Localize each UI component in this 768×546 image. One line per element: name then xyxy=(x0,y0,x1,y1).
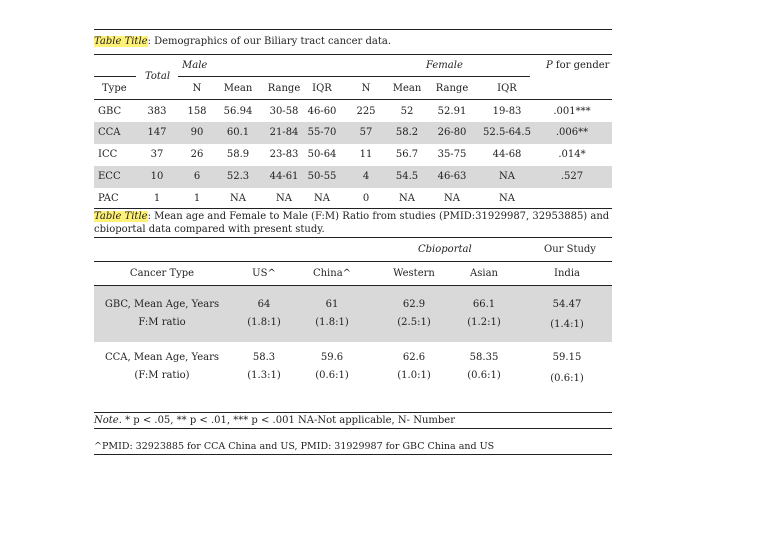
row-female-mean: 54.5 xyxy=(395,171,419,182)
note-text: . * p < .05, ** p < .01, *** p < .001 NA-Not applicable, N- Number xyxy=(118,415,455,426)
table2-title-line2: cbioportal data compared with present study. xyxy=(94,224,325,235)
row2-asian-ratio: (1.2:1) xyxy=(467,317,501,328)
col2-asian: Asian xyxy=(470,268,498,279)
type-underline xyxy=(94,76,136,77)
row-male-mean: NA xyxy=(230,193,246,204)
row2-asian: 58.35 xyxy=(469,352,499,363)
cbioportal-group-header: Cbioportal xyxy=(418,244,472,255)
row2-type-line1: CCA, Mean Age, Years xyxy=(104,352,220,363)
row-female-iqr: NA xyxy=(499,193,515,204)
p-rest: for gender xyxy=(552,60,610,71)
row-male-n: 158 xyxy=(187,106,207,117)
row-male-n: 90 xyxy=(190,127,204,138)
row-female-n: 225 xyxy=(356,106,376,117)
row-band-gbc xyxy=(94,286,612,342)
row2-us: 64 xyxy=(257,299,271,310)
table1-title-label: Table Title xyxy=(94,36,148,47)
row-male-iqr: 55-70 xyxy=(307,127,337,138)
p-for-gender-header xyxy=(546,60,609,71)
table2-top-rule xyxy=(94,237,612,238)
row-p-value: .014* xyxy=(558,149,586,160)
col-male-iqr: IQR xyxy=(312,83,332,94)
row-male-n: 6 xyxy=(193,171,201,182)
row-female-n: 11 xyxy=(359,149,373,160)
row-type: PAC xyxy=(98,193,119,204)
row2-india-ratio: (1.4:1) xyxy=(550,319,584,330)
col-female-n: N xyxy=(361,83,371,94)
row2-china-ratio: (0.6:1) xyxy=(315,370,349,381)
row-female-mean: 52 xyxy=(400,106,414,117)
row-type: CCA xyxy=(98,127,121,138)
row-type: GBC xyxy=(98,106,122,117)
table1-title-text: : Demographics of our Biliary tract cancer data. xyxy=(147,36,392,47)
col2-india: India xyxy=(554,268,580,279)
row-male-range: NA xyxy=(276,193,292,204)
row-female-iqr: NA xyxy=(499,171,515,182)
row-female-range: 52.91 xyxy=(437,106,467,117)
col-male-range: Range xyxy=(267,83,301,94)
col-female-iqr: IQR xyxy=(497,83,517,94)
row-male-iqr: NA xyxy=(314,193,330,204)
table1-bottom-rule xyxy=(94,208,612,209)
row-total: 10 xyxy=(150,171,164,182)
total-header: Total xyxy=(145,71,171,82)
table2-title-label: Table Title xyxy=(94,211,148,222)
row-female-n: 4 xyxy=(362,171,370,182)
row-male-iqr: 50-55 xyxy=(307,171,337,182)
col2-western: Western xyxy=(393,268,435,279)
table1-top-rule xyxy=(94,29,612,30)
row-female-mean: NA xyxy=(399,193,415,204)
female-group-header: Female xyxy=(426,60,463,71)
row-male-mean: 52.3 xyxy=(226,171,250,182)
row-female-mean: 58.2 xyxy=(395,127,419,138)
row-total: 147 xyxy=(147,127,167,138)
col-type: Type xyxy=(102,83,127,94)
row-female-range: 35-75 xyxy=(437,149,467,160)
p-italic: P xyxy=(546,60,553,71)
row-male-range: 44-61 xyxy=(269,171,299,182)
row-p-value: .527 xyxy=(560,171,584,182)
note-rule xyxy=(94,428,612,429)
col2-china: China^ xyxy=(312,268,352,279)
row-male-mean: 58.9 xyxy=(226,149,250,160)
row-band-cca xyxy=(94,122,612,144)
row-total: 37 xyxy=(150,149,164,160)
row-male-iqr: 46-60 xyxy=(307,106,337,117)
row-band-ecc xyxy=(94,166,612,188)
row-male-range: 30-58 xyxy=(269,106,299,117)
table1-header-rule xyxy=(94,99,612,100)
row2-type-line2: F:M ratio xyxy=(138,317,186,328)
col-female-mean: Mean xyxy=(392,83,422,94)
row-p-value: .006** xyxy=(555,127,589,138)
row-male-mean: 56.94 xyxy=(223,106,253,117)
row2-india: 54.47 xyxy=(552,299,582,310)
row-female-n: 0 xyxy=(362,193,370,204)
row-total: 383 xyxy=(147,106,167,117)
row-total: 1 xyxy=(153,193,161,204)
row-type: ECC xyxy=(98,171,121,182)
row2-china-ratio: (1.8:1) xyxy=(315,317,349,328)
row2-india-ratio: (0.6:1) xyxy=(550,373,584,384)
row-female-mean: 56.7 xyxy=(395,149,419,160)
row-female-iqr: 19-83 xyxy=(492,106,522,117)
row-female-iqr: 52.5-64.5 xyxy=(483,127,531,138)
col2-us: US^ xyxy=(252,268,276,279)
note xyxy=(94,415,455,426)
row-male-mean: 60.1 xyxy=(226,127,250,138)
row-male-range: 23-83 xyxy=(269,149,299,160)
row2-china: 59.6 xyxy=(320,352,344,363)
table1-title-rule xyxy=(94,54,612,55)
row2-western: 62.6 xyxy=(402,352,426,363)
row2-type-line2: (F:M ratio) xyxy=(134,370,190,381)
row-type: ICC xyxy=(98,149,118,160)
row-female-range: 46-63 xyxy=(437,171,467,182)
table2-title xyxy=(94,211,609,222)
row2-us-ratio: (1.3:1) xyxy=(247,370,281,381)
table1-title xyxy=(94,36,391,47)
row-male-iqr: 50-64 xyxy=(307,149,337,160)
footnote-rule xyxy=(94,454,612,455)
col-male-n: N xyxy=(192,83,202,94)
row-female-range: NA xyxy=(444,193,460,204)
row-female-range: 26-80 xyxy=(437,127,467,138)
table2-title-line1: : Mean age and Female to Male (F:M) Ratio from studies (PMID:31929987, 32953885) and xyxy=(147,211,610,222)
table2-bottom-rule xyxy=(94,412,612,413)
row2-asian-ratio: (0.6:1) xyxy=(467,370,501,381)
row2-china: 61 xyxy=(325,299,339,310)
row2-western: 62.9 xyxy=(402,299,426,310)
male-group-header: Male xyxy=(182,60,208,71)
footnote: ^PMID: 32923885 for CCA China and US, PMID: 31929987 for GBC China and US xyxy=(94,441,495,452)
row2-us-ratio: (1.8:1) xyxy=(247,317,281,328)
row2-india: 59.15 xyxy=(552,352,582,363)
row-female-n: 57 xyxy=(359,127,373,138)
row-female-iqr: 44-68 xyxy=(492,149,522,160)
row-male-n: 26 xyxy=(190,149,204,160)
row-p-value: .001*** xyxy=(553,106,591,117)
note-label: Note xyxy=(94,415,119,426)
row-male-range: 21-84 xyxy=(269,127,299,138)
row2-asian: 66.1 xyxy=(472,299,496,310)
group-underline xyxy=(178,76,530,77)
col-male-mean: Mean xyxy=(223,83,253,94)
row2-western-ratio: (2.5:1) xyxy=(397,317,431,328)
row2-us: 58.3 xyxy=(252,352,276,363)
row2-type-line1: GBC, Mean Age, Years xyxy=(104,299,220,310)
our-study-group-header: Our Study xyxy=(544,244,596,255)
col2-cancer-type: Cancer Type xyxy=(129,268,195,279)
table2-group-rule xyxy=(94,261,612,262)
col-female-range: Range xyxy=(435,83,469,94)
row-male-n: 1 xyxy=(193,193,201,204)
row2-western-ratio: (1.0:1) xyxy=(397,370,431,381)
